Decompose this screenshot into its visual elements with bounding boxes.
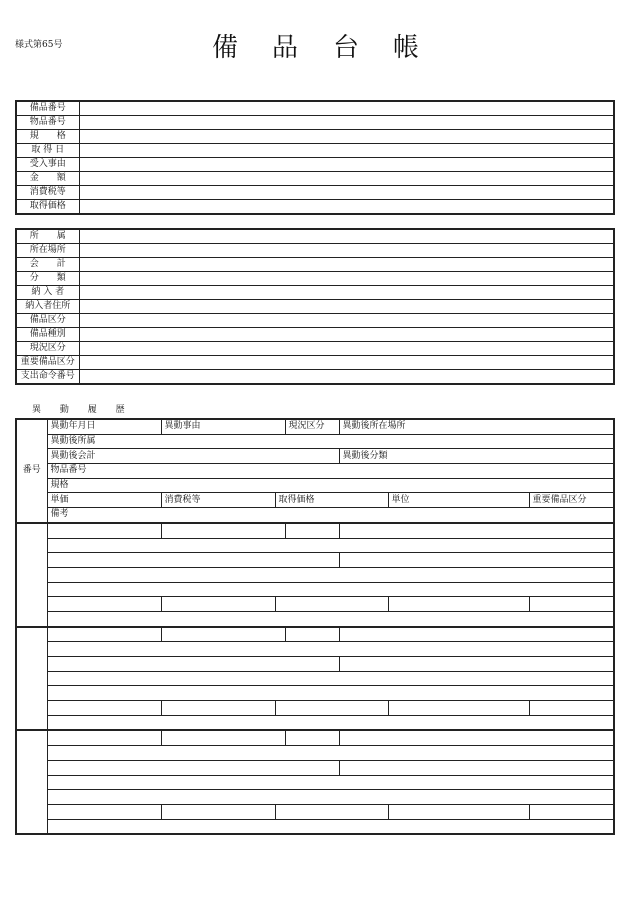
- label-equipment-type: 備品種別: [16, 328, 79, 342]
- entry-tax[interactable]: [161, 701, 275, 716]
- entry-unit[interactable]: [388, 804, 529, 819]
- header-spec: 規格: [47, 478, 614, 493]
- entry-item-number[interactable]: [47, 567, 614, 582]
- header-item-number: 物品番号: [47, 464, 614, 479]
- page-title: [0, 28, 630, 68]
- title-char-3: 台: [333, 33, 360, 63]
- entry-item-number[interactable]: [47, 671, 614, 686]
- label-accounting: 会 計: [16, 258, 79, 272]
- header-department: 異動後所属: [47, 434, 614, 449]
- entry-number[interactable]: [16, 627, 47, 731]
- entry-accounting[interactable]: [47, 657, 339, 672]
- label-supplier-address: 納入者住所: [16, 300, 79, 314]
- entry-number[interactable]: [16, 730, 47, 834]
- entry-unit-price[interactable]: [47, 804, 161, 819]
- entry-location[interactable]: [339, 523, 614, 538]
- value-acquisition-price[interactable]: [79, 200, 614, 215]
- entry-reason[interactable]: [161, 627, 285, 642]
- header-important: 重要備品区分: [529, 493, 614, 508]
- header-classification: 異動後分類: [339, 449, 614, 464]
- label-amount: 金 額: [16, 172, 79, 186]
- entry-accounting[interactable]: [47, 553, 339, 568]
- entry-tax[interactable]: [161, 597, 275, 612]
- basic-info-table: [15, 100, 615, 215]
- value-accounting[interactable]: [79, 258, 614, 272]
- value-equipment-type[interactable]: [79, 328, 614, 342]
- value-current-status[interactable]: [79, 342, 614, 356]
- value-classification[interactable]: [79, 272, 614, 286]
- entry-important[interactable]: [529, 597, 614, 612]
- value-goods-number[interactable]: [79, 116, 614, 130]
- value-equipment-category[interactable]: [79, 314, 614, 328]
- entry-tax[interactable]: [161, 804, 275, 819]
- header-tax: 消費税等: [161, 493, 275, 508]
- title-char-1: 備: [212, 33, 239, 63]
- entry-accounting[interactable]: [47, 760, 339, 775]
- label-acquired-date: 取 得 日: [16, 144, 79, 158]
- entry-important[interactable]: [529, 701, 614, 716]
- entry-item-number[interactable]: [47, 775, 614, 790]
- value-consumption-tax[interactable]: [79, 186, 614, 200]
- label-item-number: 備品番号: [16, 101, 79, 116]
- entry-location[interactable]: [339, 730, 614, 745]
- number-label: 番号: [16, 419, 47, 523]
- label-current-status: 現況区分: [16, 342, 79, 356]
- entry-date[interactable]: [47, 627, 161, 642]
- value-spec[interactable]: [79, 130, 614, 144]
- header-status: 現況区分: [285, 419, 339, 434]
- header-date: 異動年月日: [47, 419, 161, 434]
- label-acquisition-price: 取得価格: [16, 200, 79, 215]
- header-unit-price: 単価: [47, 493, 161, 508]
- title-char-4: 帳: [393, 33, 420, 63]
- entry-unit[interactable]: [388, 701, 529, 716]
- entry-unit-price[interactable]: [47, 597, 161, 612]
- entry-classification[interactable]: [339, 553, 614, 568]
- header-unit: 単位: [388, 493, 529, 508]
- entry-date[interactable]: [47, 523, 161, 538]
- value-supplier-address[interactable]: [79, 300, 614, 314]
- entry-remarks[interactable]: [47, 611, 614, 626]
- entry-remarks[interactable]: [47, 819, 614, 834]
- label-consumption-tax: 消費税等: [16, 186, 79, 200]
- header-location: 異動後所在場所: [339, 419, 614, 434]
- entry-status[interactable]: [285, 627, 339, 642]
- entry-classification[interactable]: [339, 760, 614, 775]
- value-amount[interactable]: [79, 172, 614, 186]
- entry-spec[interactable]: [47, 582, 614, 597]
- entry-unit[interactable]: [388, 597, 529, 612]
- header-remarks: 備考: [47, 508, 614, 523]
- history-heading: 異 動 履 歴: [32, 405, 133, 415]
- entry-acquisition[interactable]: [275, 804, 388, 819]
- title-char-2: 品: [272, 33, 299, 63]
- entry-number[interactable]: [16, 523, 47, 627]
- entry-unit-price[interactable]: [47, 701, 161, 716]
- entry-status[interactable]: [285, 523, 339, 538]
- entry-classification[interactable]: [339, 657, 614, 672]
- entry-location[interactable]: [339, 627, 614, 642]
- entry-date[interactable]: [47, 730, 161, 745]
- entry-department[interactable]: [47, 538, 614, 553]
- entry-spec[interactable]: [47, 790, 614, 805]
- value-acquired-date[interactable]: [79, 144, 614, 158]
- label-department: 所 属: [16, 229, 79, 244]
- label-goods-number: 物品番号: [16, 116, 79, 130]
- value-location[interactable]: [79, 244, 614, 258]
- form-id: 様式第65号: [15, 40, 63, 50]
- entry-department[interactable]: [47, 746, 614, 761]
- entry-important[interactable]: [529, 804, 614, 819]
- entry-status[interactable]: [285, 730, 339, 745]
- label-spec: 規 格: [16, 130, 79, 144]
- label-classification: 分 類: [16, 272, 79, 286]
- label-supplier: 納 入 者: [16, 286, 79, 300]
- entry-acquisition[interactable]: [275, 597, 388, 612]
- label-equipment-category: 備品区分: [16, 314, 79, 328]
- location-info-table: [15, 228, 615, 385]
- value-item-number[interactable]: [79, 101, 614, 116]
- value-supplier[interactable]: [79, 286, 614, 300]
- label-important-equipment: 重要備品区分: [16, 356, 79, 370]
- label-receipt-reason: 受入事由: [16, 158, 79, 172]
- value-department[interactable]: [79, 229, 614, 244]
- entry-reason[interactable]: [161, 523, 285, 538]
- entry-remarks[interactable]: [47, 715, 614, 730]
- entry-reason[interactable]: [161, 730, 285, 745]
- label-payment-order-number: 支出命令番号: [16, 370, 79, 385]
- label-location: 所在場所: [16, 244, 79, 258]
- entry-department[interactable]: [47, 642, 614, 657]
- entry-acquisition[interactable]: [275, 701, 388, 716]
- entry-spec[interactable]: [47, 686, 614, 701]
- header-acquisition: 取得価格: [275, 493, 388, 508]
- history-table: [15, 418, 615, 835]
- value-payment-order-number[interactable]: [79, 370, 614, 385]
- header-reason: 異動事由: [161, 419, 285, 434]
- value-receipt-reason[interactable]: [79, 158, 614, 172]
- value-important-equipment[interactable]: [79, 356, 614, 370]
- header-accounting: 異動後会計: [47, 449, 339, 464]
